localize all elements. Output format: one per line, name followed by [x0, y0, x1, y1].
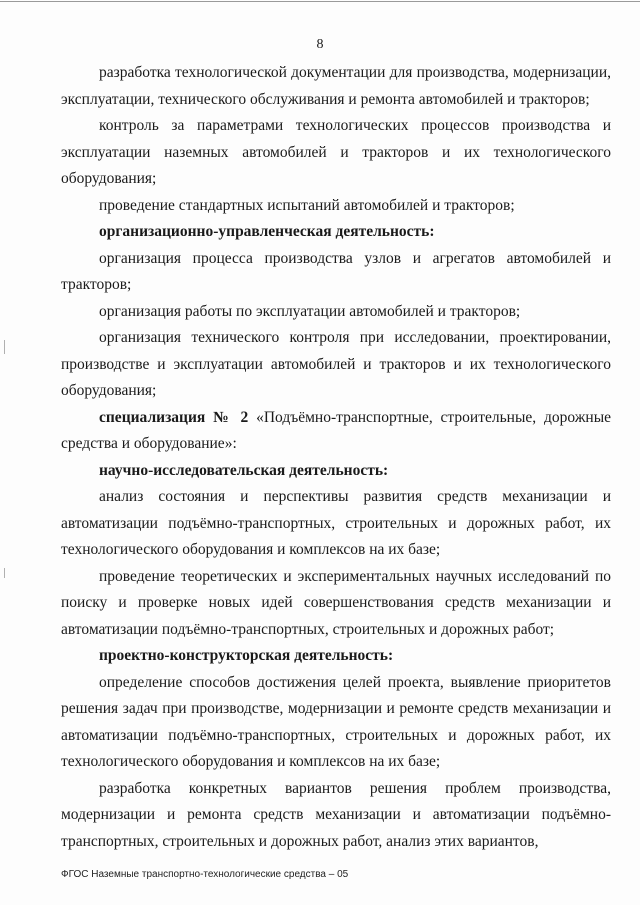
document-body [61, 60, 611, 855]
specialization-paragraph: специализация № 2 «Подъёмно-транспортные, строительные, дорожные средства и оборудование»: [61, 408, 611, 452]
paragraph: проведение теоретических и экспериментальных научных исследований по поиску и проверке новых идей совершенствования средств механизации и автоматизации подъёмно-транспортных, строительных и дорожных работ; [61, 567, 611, 638]
paragraph: анализ состояния и перспективы развития средств механизации и автоматизации подъёмно-транспортных, строительных и дорожных работ, их технологического оборудования и комплексов на их базе; [61, 488, 611, 558]
section-heading: проектно-конструкторская деятельность: [99, 647, 394, 664]
paragraph: организация работы по эксплуатации автомобилей и тракторов; [99, 302, 521, 320]
paragraph: разработка технологической документации для производства, модернизации, эксплуатации, технического обслуживания и ремонта автомобилей и тракторов; [61, 64, 611, 108]
specialization-label: специализация № 2 [99, 408, 249, 426]
document-footer: ФГОС Наземные транспортно-технологические средства – 05 [61, 869, 349, 880]
paragraph: разработка конкретных вариантов решения проблем производства, модернизации и ремонта средств механизации и автоматизации подъёмно-транспортных, строительных и дорожных работ, анализ этих вариантов, [61, 779, 611, 850]
paragraph: организация процесса производства узлов и агрегатов автомобилей и тракторов; [61, 249, 611, 293]
paragraph: организация технического контроля при исследовании, проектировании, производстве и эксплуатации автомобилей и тракторов и их технологического оборудования; [61, 329, 611, 399]
paragraph: определение способов достижения целей проекта, выявление приоритетов решения задач при производстве, модернизации и ремонте средств механизации и автоматизации подъёмно-транспортных, строительных и дорожных работ, их технологического оборудования и комплексов на их базе; [61, 673, 611, 770]
page-number: 8 [316, 37, 324, 52]
paragraph: контроль за параметрами технологических процессов производства и эксплуатации наземных автомобилей и тракторов и их технологического оборудования; [61, 117, 611, 187]
paragraph: проведение стандартных испытаний автомобилей и тракторов; [99, 196, 515, 214]
section-heading: организационно-управленческая деятельность: [99, 223, 435, 240]
scan-mark [4, 568, 5, 578]
section-heading: научно-исследовательская деятельность: [99, 461, 389, 479]
scan-mark [4, 340, 5, 354]
scan-edge-line [0, 1, 640, 2]
